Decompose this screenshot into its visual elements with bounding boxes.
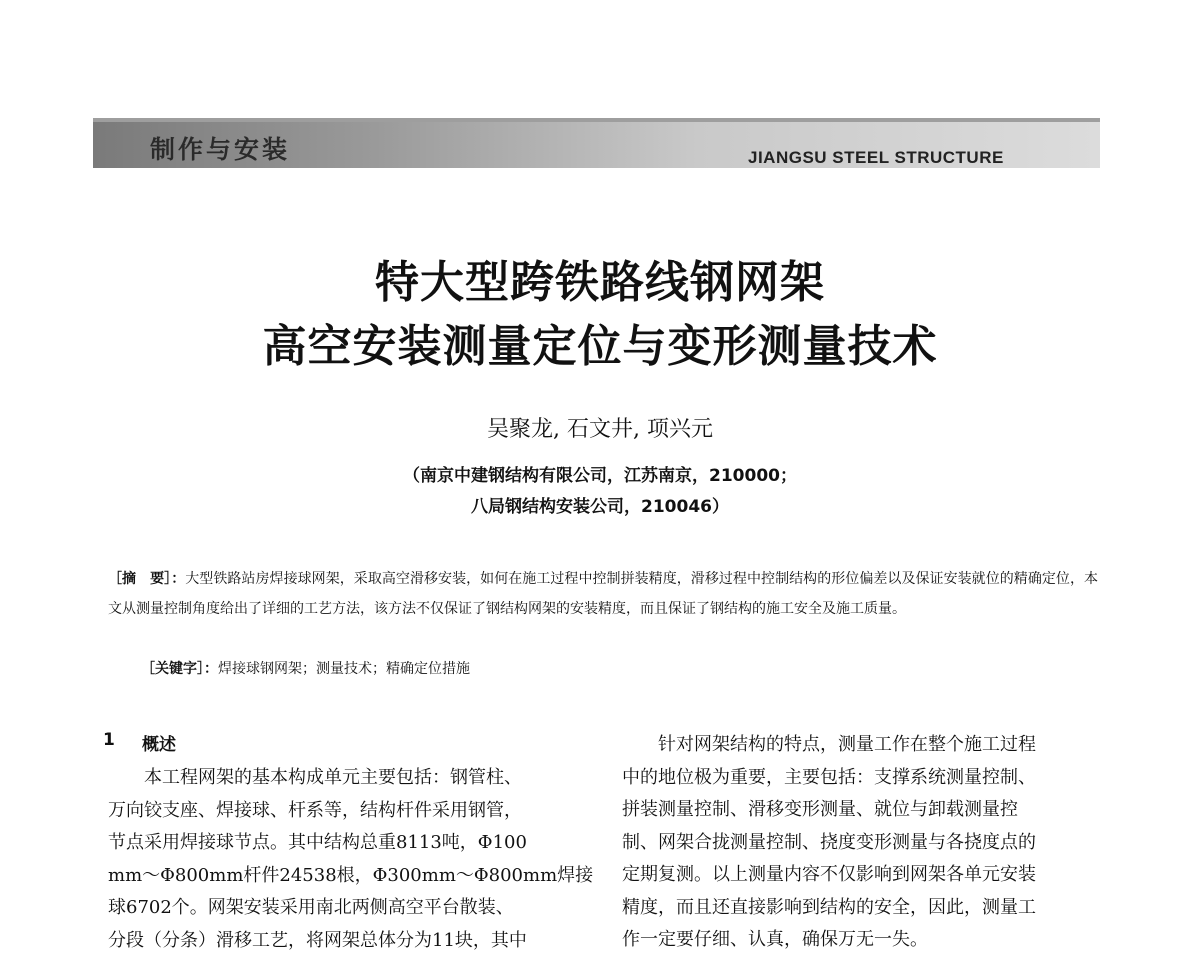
section-label: 制作与安装 [150,130,290,166]
affiliation-line-1: （南京中建钢结构有限公司，江苏南京，210000； [0,461,1200,486]
keywords-label: ［关键字］： [141,661,218,677]
right-line: 作一定要仔细、认真，确保万无一失。 [622,924,1100,957]
journal-name: JIANGSU STEEL STRUCTURE [748,148,1004,168]
left-line: 本工程网架的基本构成单元主要包括：钢管柱、 [108,762,578,795]
authors: 吴聚龙, 石文井, 项兴元 [0,412,1200,443]
keywords [141,658,470,678]
left-line: 万向铰支座、焊接球、杆系等，结构杆件采用钢管， [108,795,578,828]
abstract-label: ［摘 要］： [108,571,185,587]
right-line: 针对网架结构的特点，测量工作在整个施工过程 [622,729,1100,762]
left-line: mm～Φ800mm杆件24538根，Φ300mm～Φ800mm焊接 [108,860,578,893]
keywords-text: 焊接球钢网架；测量技术；精确定位措施 [218,661,470,677]
abstract [108,564,1098,624]
title-line-2: 高空安装测量定位与变形测量技术 [0,310,1200,374]
section-number: 1 [103,730,115,750]
affiliation-line-2: 八局钢结构安装公司，210046） [0,492,1200,517]
right-line: 中的地位极为重要，主要包括：支撑系统测量控制、 [622,762,1100,795]
section-title: 概述 [142,730,176,755]
right-column [622,729,1100,957]
right-line: 制、网架合拢测量控制、挠度变形测量与各挠度点的 [622,827,1100,860]
left-column [108,762,578,957]
title-line-1: 特大型跨铁路线钢网架 [0,246,1200,310]
left-line: 节点采用焊接球节点。其中结构总重8113吨，Φ100 [108,827,578,860]
abstract-text: 大型铁路站房焊接球网架，采取高空滑移安装，如何在施工过程中控制拼装精度，滑移过程中控制结构的形位偏差以及保证安装就位的精确定位，本文从测量控制角度给出了详细的工艺方法，该方法不仅保证了钢结构网架的安装精度，而且保证了钢结构的施工安全及施工质量。 [108,571,1098,617]
right-line: 定期复测。以上测量内容不仅影响到网架各单元安装 [622,859,1100,892]
left-line: 分段（分条）滑移工艺，将网架总体分为11块，其中 [108,925,578,957]
right-line: 拼装测量控制、滑移变形测量、就位与卸载测量控 [622,794,1100,827]
right-line: 精度，而且还直接影响到结构的安全，因此，测量工 [622,892,1100,925]
left-line: 球6702个。网架安装采用南北两侧高空平台散装、 [108,892,578,925]
